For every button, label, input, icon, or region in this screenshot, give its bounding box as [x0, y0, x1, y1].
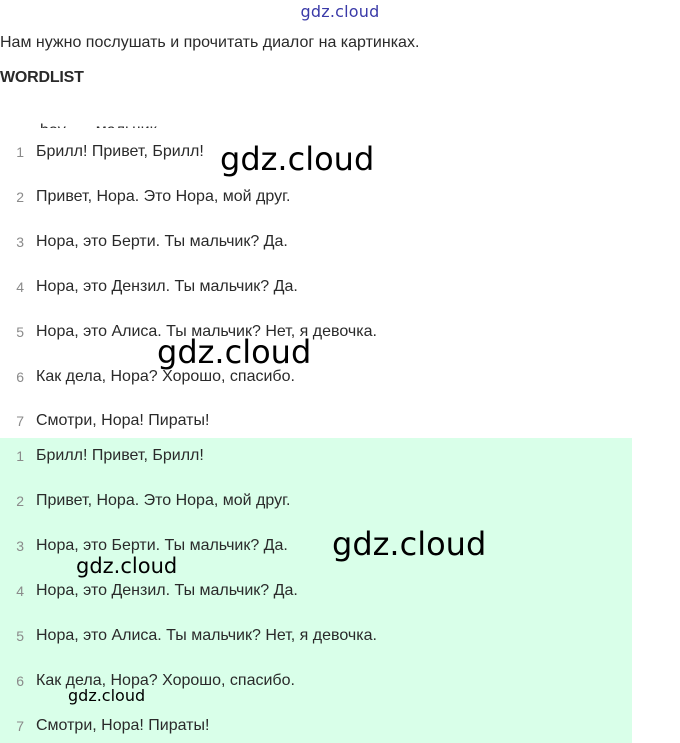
line-number: 5: [16, 324, 24, 340]
line-number: 7: [16, 718, 24, 734]
line-number: 1: [16, 144, 24, 160]
line-text: Как дела, Нора? Хорошо, спасибо.: [36, 672, 295, 689]
dialog-line: [0, 409, 209, 433]
line-number: 2: [16, 189, 24, 205]
line-number: 2: [16, 493, 24, 509]
line-number: 6: [16, 673, 24, 689]
line-number: 4: [16, 583, 24, 599]
top-watermark: gdz.cloud: [300, 2, 380, 21]
line-number: 3: [16, 538, 24, 554]
line-text: Как дела, Нора? Хорошо, спасибо.: [36, 368, 295, 385]
watermark: gdz.cloud: [68, 686, 146, 705]
intro-text: Нам нужно послушать и прочитать диалог на картинках.: [0, 34, 420, 51]
dialog-line: [0, 185, 290, 209]
wordlist-heading: WORDLIST: [0, 69, 84, 86]
line-text: Смотри, Нора! Пираты!: [36, 412, 210, 429]
line-number: 5: [16, 628, 24, 644]
line-text: Нора, это Дензил. Ты мальчик? Да.: [36, 582, 298, 599]
line-text: Нора, это Алиса. Ты мальчик? Нет, я девочка.: [36, 323, 377, 340]
line-number: 7: [16, 413, 24, 429]
dialog-line: [0, 714, 209, 738]
line-number: 6: [16, 369, 24, 385]
line-text: Нора, это Берти. Ты мальчик? Да.: [36, 537, 288, 554]
dialog-line: [0, 140, 204, 164]
watermark: gdz.cloud: [220, 140, 375, 178]
line-text: Нора, это Берти. Ты мальчик? Да.: [36, 233, 288, 250]
line-text: Нора, это Дензил. Ты мальчик? Да.: [36, 278, 298, 295]
watermark: gdz.cloud: [76, 554, 178, 578]
dialog-line: [0, 624, 377, 648]
watermark: gdz.cloud: [157, 333, 312, 371]
line-text: Привет, Нора. Это Нора, мой друг.: [36, 492, 291, 509]
dialog-line: [0, 230, 288, 254]
line-text: Смотри, Нора! Пираты!: [36, 717, 210, 734]
watermark: gdz.cloud: [332, 525, 487, 563]
dialog-line: [0, 669, 295, 693]
dialog-line: [0, 579, 298, 603]
dialog-line: [0, 444, 204, 468]
line-text: Брилл! Привет, Брилл!: [36, 447, 204, 464]
line-text: Брилл! Привет, Брилл!: [36, 143, 204, 160]
dialog-line: [0, 489, 290, 513]
line-text: Привет, Нора. Это Нора, мой друг.: [36, 188, 291, 205]
line-text: Нора, это Алиса. Ты мальчик? Нет, я девочка.: [36, 627, 377, 644]
line-number: 3: [16, 234, 24, 250]
line-number: 4: [16, 279, 24, 295]
line-number: 1: [16, 448, 24, 464]
dialog-line: [0, 275, 298, 299]
